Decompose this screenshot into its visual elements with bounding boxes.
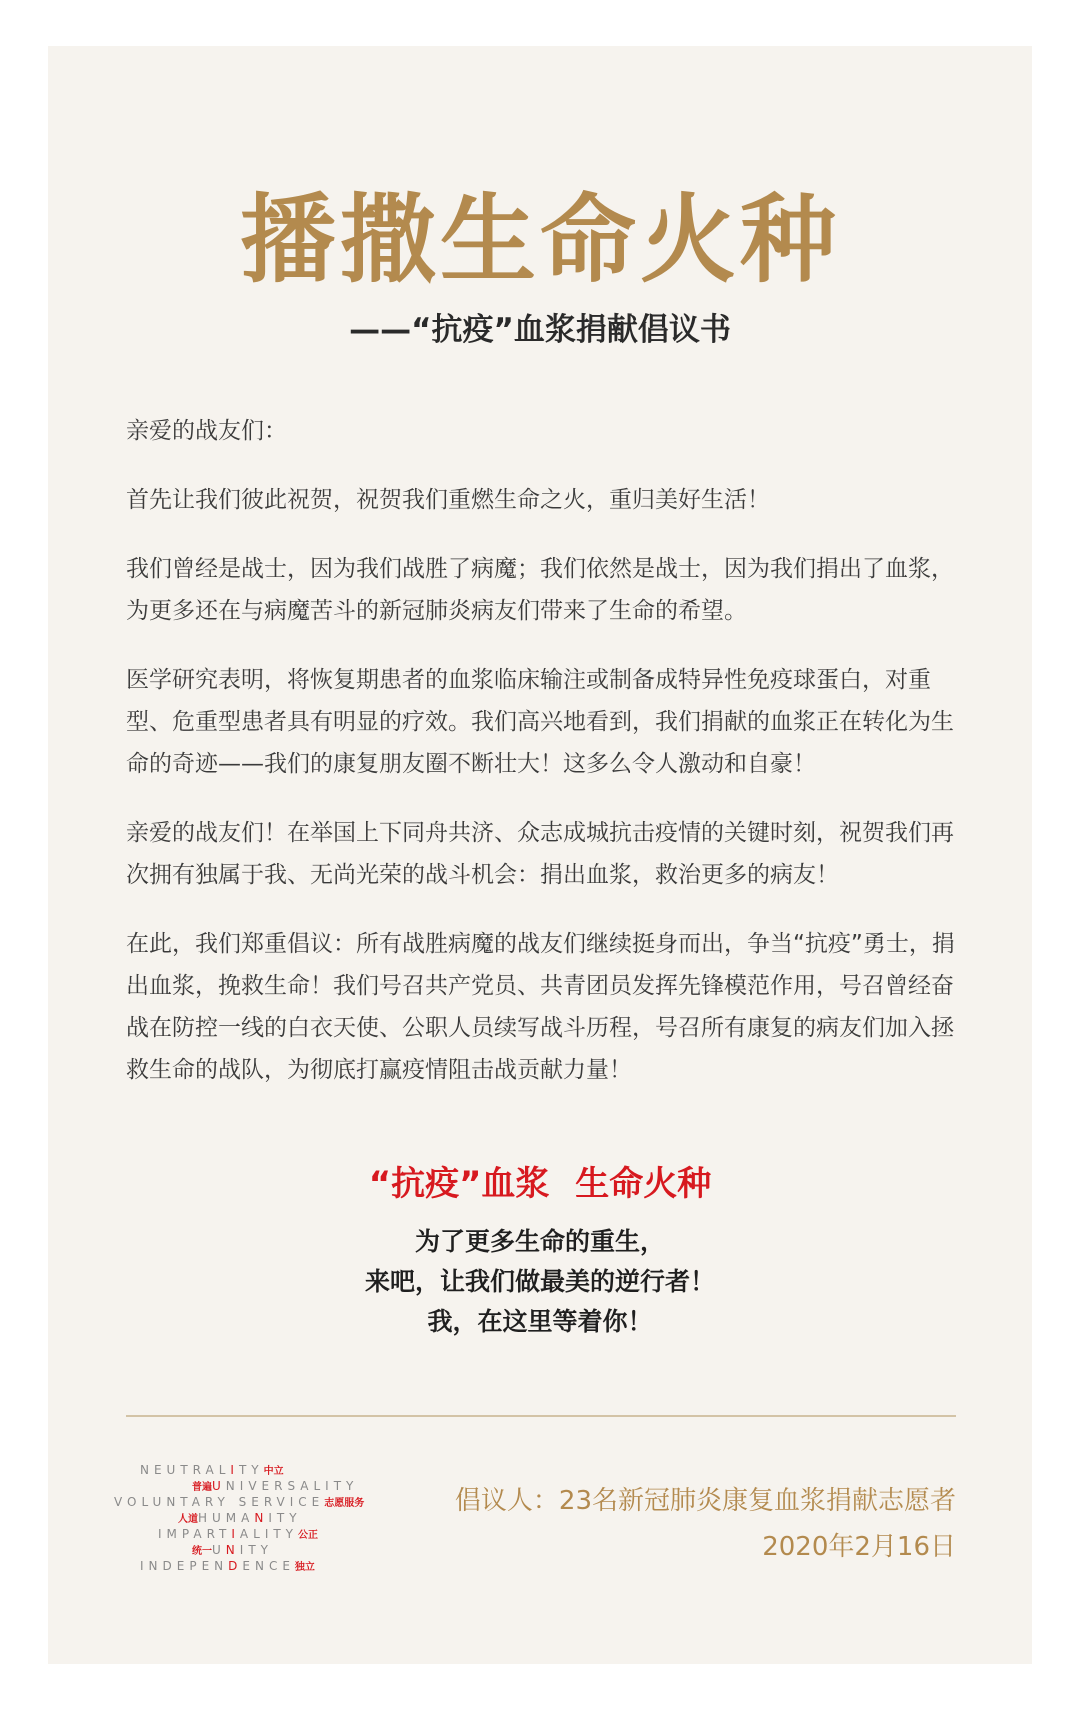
signer-date: 2020年2月16日 (762, 1532, 956, 1562)
page-title: 播撒生命火种 (240, 184, 840, 296)
logo-line-voluntary-service: VOLUNTARY SERVICE志愿服务 (114, 1495, 365, 1509)
paragraph-1: 首先让我们彼此祝贺，祝贺我们重燃生命之火，重归美好生活！ (126, 487, 770, 513)
logo-line-universality: 普遍UNIVERSALITY (192, 1479, 359, 1493)
closing-lines (0, 1222, 1080, 1342)
logo-line-unity: 统一UNITY (192, 1543, 273, 1557)
closing-line-3: 我，在这里等着你！ (427, 1307, 653, 1336)
logo-line-humanity: 人道HUMANITY (178, 1511, 302, 1525)
logo-line-neutrality: NEUTRALITY中立 (140, 1463, 284, 1477)
page-subtitle: ——“抗疫”血浆捐献倡议书 (349, 312, 731, 348)
red-cross-principles-logo (100, 1462, 430, 1592)
paragraph-4: 亲爱的战友们！在举国上下同舟共济、众志成城抗击疫情的关键时刻，祝贺我们再次拥有独属于我、无尚光荣的战斗机会：捐出血浆，救治更多的病友！ (126, 820, 954, 888)
slogan: “抗疫”血浆 生命火种 (368, 1164, 712, 1204)
logo-line-impartiality: IMPARTIALITY公正 (158, 1527, 319, 1541)
paragraph-3: 医学研究表明，将恢复期患者的血浆临床输注或制备成特异性免疫球蛋白，对重型、危重型患者具有明显的疗效。我们高兴地看到，我们捐献的血浆正在转化为生命的奇迹——我们的康复朋友圈不断壮大！这多么令人激动和自豪！ (126, 667, 954, 777)
paragraph-5: 在此，我们郑重倡议：所有战胜病魔的战友们继续挺身而出，争当“抗疫”勇士，捐出血浆，挽救生命！我们号召共产党员、共青团员发挥先锋模范作用，号召曾经奋战在防控一线的白衣天使、公职人员续写战斗历程，号召所有康复的病友们加入拯救生命的战队，为彻底打赢疫情阻击战贡献力量！ (126, 931, 955, 1083)
logo-line-independence: INDEPENDENCE独立 (140, 1559, 315, 1573)
signer-line: 倡议人：23名新冠肺炎康复血浆捐献志愿者 (454, 1486, 956, 1516)
closing-line-2: 来吧，让我们做最美的逆行者！ (364, 1267, 715, 1296)
divider (126, 1415, 956, 1417)
closing-line-1: 为了更多生命的重生， (414, 1227, 665, 1256)
greeting: 亲爱的战友们： (126, 418, 287, 444)
signer-block (455, 1478, 956, 1570)
paragraph-2: 我们曾经是战士，因为我们战胜了病魔；我们依然是战士，因为我们捐出了血浆，为更多还在与病魔苦斗的新冠肺炎病友们带来了生命的希望。 (126, 556, 954, 624)
letter-body (126, 410, 956, 1118)
